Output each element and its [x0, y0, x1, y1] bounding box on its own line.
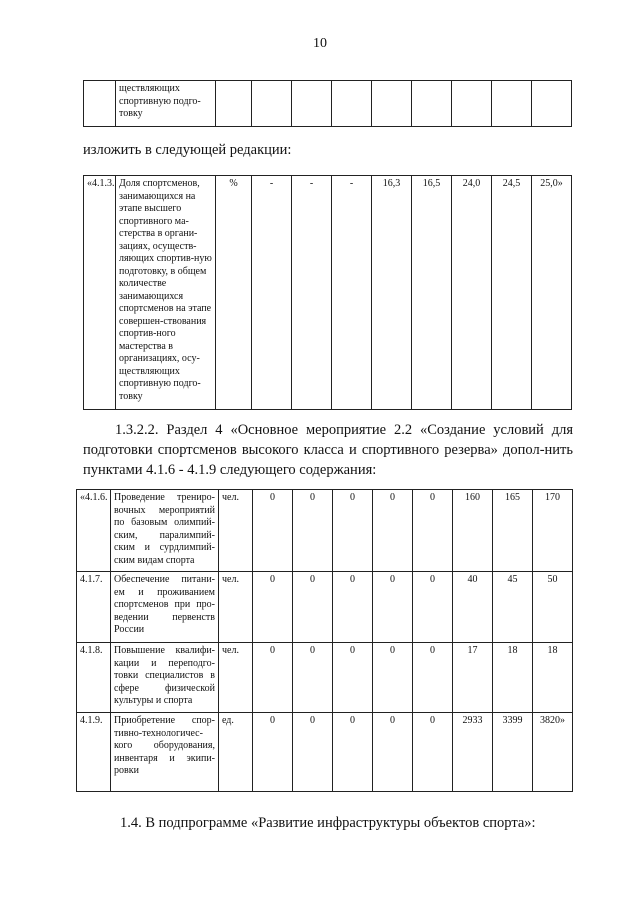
value-cell: 0	[413, 713, 453, 792]
top-table-fragment	[83, 80, 572, 127]
value-cell: 24,5	[492, 176, 532, 410]
intro-text: изложить в следующей редакции:	[83, 142, 292, 158]
unit-cell: %	[216, 176, 252, 410]
value-cell: 17	[453, 643, 493, 713]
code-cell: 4.1.8.	[77, 643, 111, 713]
value-cell: 2933	[453, 713, 493, 792]
table-row	[77, 490, 573, 572]
name-cell: Приобретение спор-тивно-технологичес-кого оборудования, инвентаря и экипи-ровки	[111, 713, 219, 792]
value-cell: 0	[373, 713, 413, 792]
code-cell	[84, 81, 116, 127]
value-cell: 0	[373, 643, 413, 713]
value-cell: -	[292, 176, 332, 410]
name-cell: ществляющих спортивную подго-товку	[116, 81, 216, 127]
value-cell: 25,0»	[532, 176, 572, 410]
value-cell: 0	[333, 643, 373, 713]
value-cell: 0	[333, 572, 373, 643]
value-cell: -	[252, 176, 292, 410]
code-cell: «4.1.6.	[77, 490, 111, 572]
table-row	[77, 643, 573, 713]
value-cell: 0	[413, 572, 453, 643]
value-cell: 0	[413, 490, 453, 572]
value-cell: -	[332, 176, 372, 410]
value-cell: 0	[413, 643, 453, 713]
unit-cell: чел.	[219, 490, 253, 572]
table-4-1-3	[83, 175, 572, 410]
value-cell: 170	[533, 490, 573, 572]
value-cell: 16,3	[372, 176, 412, 410]
closing-text: 1.4. В подпрограмме «Развитие инфраструктуры объектов спорта»:	[120, 815, 536, 831]
value-cell: 0	[373, 572, 413, 643]
value-cell: 50	[533, 572, 573, 643]
unit-cell: чел.	[219, 643, 253, 713]
value-cell: 0	[253, 490, 293, 572]
table-row	[77, 572, 573, 643]
code-cell: «4.1.3.	[84, 176, 116, 410]
value-cell: 0	[293, 643, 333, 713]
value-cell: 0	[293, 490, 333, 572]
value-cell: 40	[453, 572, 493, 643]
value-cell: 0	[333, 713, 373, 792]
value-cell: 18	[533, 643, 573, 713]
value-cell: 0	[293, 572, 333, 643]
value-cell: 160	[453, 490, 493, 572]
unit-cell: чел.	[219, 572, 253, 643]
value-cell: 3399	[493, 713, 533, 792]
value-cell: 0	[373, 490, 413, 572]
code-cell: 4.1.7.	[77, 572, 111, 643]
value-cell: 165	[493, 490, 533, 572]
table-row	[84, 176, 572, 410]
value-cell: 18	[493, 643, 533, 713]
name-cell: Повышение квалифи-кации и переподго-товки специалистов в сфере физической культуры и спорта	[111, 643, 219, 713]
table-row	[77, 713, 573, 792]
page-number: 10	[313, 36, 327, 51]
value-cell: 0	[333, 490, 373, 572]
value-cell: 0	[253, 643, 293, 713]
code-cell: 4.1.9.	[77, 713, 111, 792]
value-cell: 24,0	[452, 176, 492, 410]
value-cell: 45	[493, 572, 533, 643]
section-text: 1.3.2.2. Раздел 4 «Основное мероприятие 2.2 «Создание условий для подготовки спортсменов высокого класса и спортивного резерва» допол-нить пунктами 4.1.6 - 4.1.9 следующего содержания:	[83, 422, 573, 478]
name-cell: Доля спортсменов, занимающихся на этапе высшего спортивного ма-стерства в органи-зациях, осуществ-ляющих спортив-ную подготовку, в общем количестве занимающихся спортсменов на этапе совершен-ствования спортив-ного мастерства в организациях, осу-ществляющих спортивную подго-товку	[116, 176, 216, 410]
name-cell: Проведение трениро-вочных мероприятий по базовым олимпий-ским, паралимпий-ским и сурдлимпий-ским видам спорта	[111, 490, 219, 572]
value-cell: 0	[253, 713, 293, 792]
name-cell: Обеспечение питани-ем и проживанием спортсменов при про-ведении первенств России	[111, 572, 219, 643]
value-cell: 0	[253, 572, 293, 643]
value-cell: 0	[293, 713, 333, 792]
value-cell: 3820»	[533, 713, 573, 792]
table-4-1-6-to-4-1-9	[76, 489, 573, 792]
value-cell: 16,5	[412, 176, 452, 410]
unit-cell: ед.	[219, 713, 253, 792]
